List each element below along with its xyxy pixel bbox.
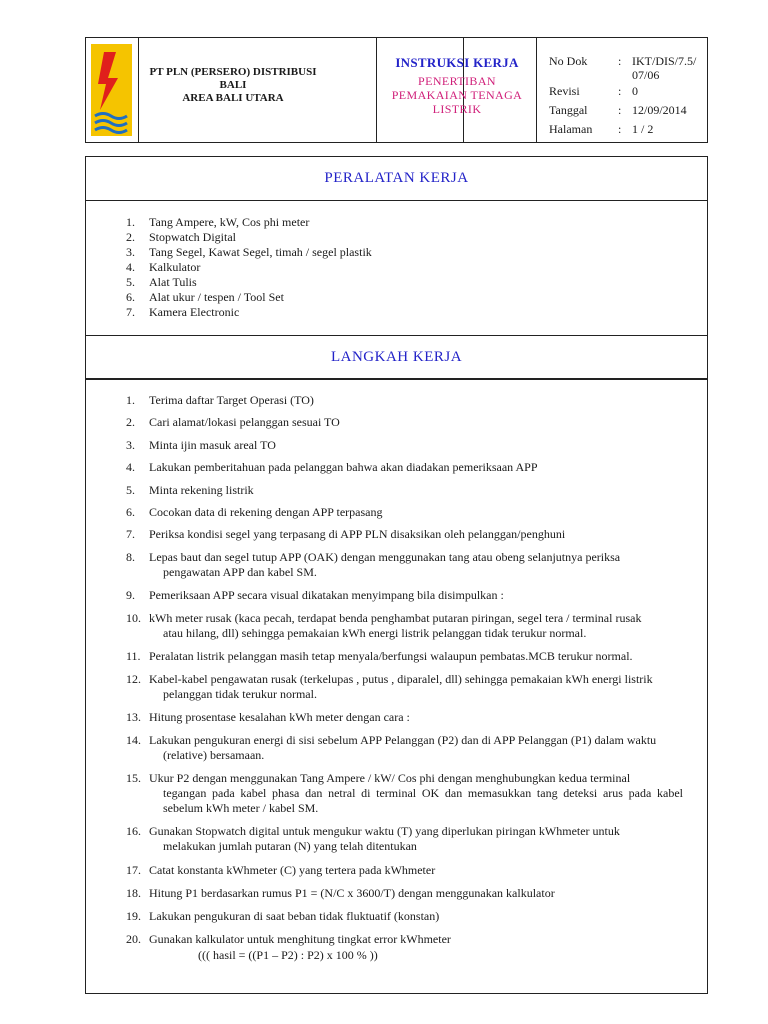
- list-item: 13. Hitung prosentase kesalahan kWh meter dengan cara :: [126, 710, 410, 724]
- list-item: 6. Alat ukur / tespen / Tool Set: [126, 290, 284, 304]
- list-item: 2. Stopwatch Digital: [126, 230, 236, 244]
- document-title: PENERTIBAN PEMAKAIAN TENAGA LISTRIK: [391, 74, 523, 116]
- list-item: 19. Lakukan pengukuran di saat beban tidak fluktuatif (konstan): [126, 909, 440, 923]
- list-item: 18. Hitung P1 berdasarkan rumus P1 = (N/C x 3600/T) dengan menggunakan kalkulator: [126, 886, 555, 900]
- list-item: 14. Lakukan pengukuran energi di sisi sebelum APP Pelanggan (P2) dan di APP Pelanggan (P1) dalam waktu (relative) bersamaan.: [126, 733, 657, 762]
- pln-logo-icon: [86, 38, 138, 142]
- list-item: 5. Minta rekening listrik: [126, 483, 254, 497]
- list-item: 10. kWh meter rusak (kaca pecah, terdapat benda penghambat putaran piringan, segel tera / terminal rusak atau hilang, dll) sehingga pemakaian kWh energi listrik pelanggan tidak terukur normal.: [126, 611, 642, 640]
- list-item: 7. Periksa kondisi segel yang terpasang di APP PLN disaksikan oleh pelanggan/penghuni: [126, 527, 566, 541]
- list-item: 2. Cari alamat/lokasi pelanggan sesuai TO: [126, 415, 340, 429]
- steps-title: LANGKAH KERJA: [86, 336, 707, 380]
- list-item: 20. Gunakan kalkulator untuk menghitung tingkat error kWhmeter: [126, 932, 451, 946]
- tools-title: PERALATAN KERJA: [86, 157, 707, 201]
- document-type: INSTRUKSI KERJA: [395, 55, 519, 70]
- document-header: [85, 37, 708, 143]
- list-item: 8. Lepas baut dan segel tutup APP (OAK) dengan menggunakan tang atau obeng selanjutnya periksa pengawatan APP dan kabel SM.: [126, 550, 621, 579]
- list-item: 1. Terima daftar Target Operasi (TO): [126, 393, 314, 407]
- logo-cell: [86, 38, 139, 142]
- tools-section: [85, 156, 708, 336]
- list-item: 11. Peralatan listrik pelanggan masih tetap menyala/berfungsi walaupun pembatas.MCB terukur normal.: [126, 649, 633, 663]
- list-item: 12. Kabel-kabel pengawatan rusak (terkelupas , putus , diparalel, dll) sehingga pemakaian kWh energi listrik pelanggan tidak terukur normal.: [126, 672, 653, 701]
- steps-title-box: [85, 335, 708, 379]
- list-item: 17. Catat konstanta kWhmeter (C) yang tertera pada kWhmeter: [126, 863, 436, 877]
- list-item: 4. Lakukan pemberitahuan pada pelanggan bahwa akan diadakan pemeriksaan APP: [126, 460, 538, 474]
- list-item: 5. Alat Tulis: [126, 275, 197, 289]
- list-item: 7. Kamera Electronic: [126, 305, 240, 319]
- company-name: PT PLN (PERSERO) DISTRIBUSI BALI AREA BALI UTARA: [149, 66, 317, 104]
- list-item: 4. Kalkulator: [126, 260, 201, 274]
- list-item: 15. Ukur P2 dengan menggunakan Tang Ampere / kW/ Cos phi dengan menghubungkan kedua terminal tegangan pada kabel phasa dan netral di terminal OK dan memasukkan tang deteksi arus pada kabel sebelum kWh meter / kabel SM.: [126, 771, 683, 815]
- list-item: 3. Minta ijin masuk areal TO: [126, 438, 276, 452]
- list-item: 9. Pemeriksaan APP secara visual dikatakan menyimpang bila disimpulkan :: [126, 588, 504, 602]
- steps-section: [85, 378, 708, 994]
- list-item: 3. Tang Segel, Kawat Segel, timah / segel plastik: [126, 245, 372, 259]
- error-formula: ((( hasil = ((P1 – P2) : P2) x 100 % )): [198, 948, 378, 962]
- document-title-cell: [376, 38, 537, 142]
- list-item: 6. Cocokan data di rekening dengan APP terpasang: [126, 505, 383, 519]
- list-item: 1. Tang Ampere, kW, Cos phi meter: [126, 215, 310, 229]
- list-item: 16. Gunakan Stopwatch digital untuk mengukur waktu (T) yang diperlukan piringan kWhmeter untuk melakukan jumlah putaran (N) yang telah ditentukan: [126, 824, 620, 853]
- tools-list: [126, 215, 372, 320]
- document-meta: No Dok : IKT/DIS/7.5/ 07/06 Revisi : 0 Tanggal : 12/09/2014 Halaman : 1 / 2: [536, 38, 708, 142]
